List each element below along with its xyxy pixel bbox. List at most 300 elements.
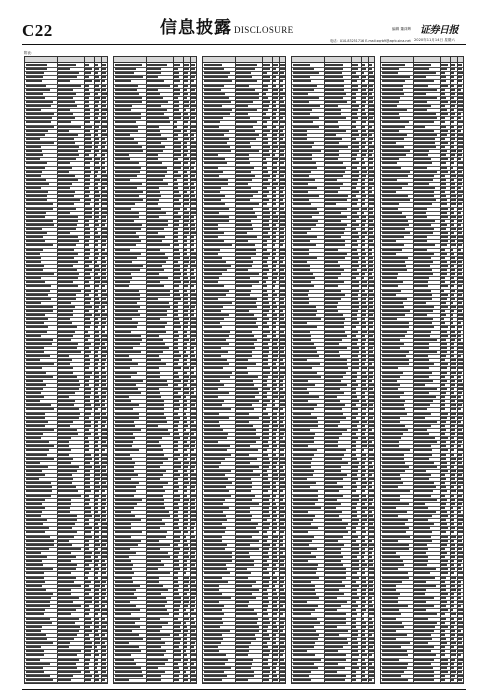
table-cell [191, 64, 194, 66]
table-cell [102, 339, 107, 341]
table-cell [451, 585, 455, 587]
table-cell [115, 367, 130, 369]
table-cell [26, 339, 53, 341]
table-cell [362, 339, 366, 341]
table-cell [26, 290, 50, 292]
table-cell [85, 318, 91, 320]
table-cell [204, 499, 225, 501]
table-cell [147, 257, 168, 259]
table-cell [115, 273, 131, 275]
table-cell [362, 228, 365, 230]
table-cell [26, 298, 51, 300]
table-cell [147, 121, 170, 123]
table-cell [458, 552, 463, 554]
table-cell [280, 199, 283, 201]
table-cell [147, 675, 161, 677]
table-cell [451, 626, 454, 628]
table-cell [280, 306, 285, 308]
table-cell [458, 589, 461, 591]
table-cell [458, 249, 461, 251]
table-cell [115, 478, 131, 480]
table-cell [191, 146, 195, 148]
table-cell [352, 667, 359, 669]
table-cell [352, 470, 358, 472]
table-cell [362, 130, 366, 132]
table-cell [293, 503, 315, 505]
table-cell [369, 314, 373, 316]
table-cell [451, 167, 454, 169]
table-cell [263, 351, 269, 353]
table-cell [26, 195, 47, 197]
table-cell [293, 507, 321, 509]
table-cell [115, 499, 142, 501]
table-cell [441, 285, 448, 287]
table-cell [58, 421, 73, 423]
table-cell [362, 191, 365, 193]
table-cell [26, 417, 45, 419]
table-cell [414, 93, 426, 95]
table-cell [191, 191, 194, 193]
table-cell [325, 601, 347, 603]
table-cell [441, 212, 447, 214]
table-cell [85, 552, 92, 554]
table-cell [273, 605, 277, 607]
table-cell [280, 253, 285, 255]
table-cell [441, 290, 445, 292]
table-cell [280, 314, 283, 316]
table-cell [191, 322, 196, 324]
table-cell [26, 458, 54, 460]
table-cell [414, 134, 437, 136]
table-cell [280, 281, 284, 283]
table-cell [458, 199, 463, 201]
table-cell [147, 618, 160, 620]
table-cell [147, 265, 162, 267]
table-cell [115, 626, 140, 628]
table-cell [26, 101, 53, 103]
table-cell [263, 183, 271, 185]
table-cell [147, 523, 165, 525]
table-cell [102, 392, 106, 394]
table-cell [382, 560, 403, 562]
table-cell [85, 609, 90, 611]
table-cell [273, 117, 276, 119]
table-cell [369, 355, 374, 357]
table-cell [58, 638, 74, 640]
table-cell [293, 97, 319, 99]
table-cell [58, 253, 78, 255]
table-cell [174, 318, 179, 320]
table-cell [362, 351, 366, 353]
table-cell [280, 121, 284, 123]
table-cell [293, 89, 314, 91]
table-cell [95, 433, 99, 435]
table-cell [58, 540, 69, 542]
table-cell [191, 519, 195, 521]
table-cell [273, 404, 276, 406]
table-cell [58, 470, 78, 472]
table-cell [451, 183, 455, 185]
table-cell [293, 253, 309, 255]
table-cell [184, 593, 187, 595]
table-cell [115, 113, 141, 115]
table-cell [58, 429, 77, 431]
table-cell [26, 470, 42, 472]
table-cell [85, 421, 91, 423]
table-cell [95, 183, 98, 185]
table-cell [273, 388, 276, 390]
table-cell [280, 441, 285, 443]
table-cell [263, 659, 269, 661]
table-cell [451, 257, 455, 259]
table-cell [382, 519, 408, 521]
table-cell [115, 482, 139, 484]
table-cell [95, 675, 99, 677]
table-cell [95, 519, 100, 521]
table-cell [204, 109, 232, 111]
table-cell [236, 290, 251, 292]
table-cell [414, 318, 433, 320]
table-cell [115, 281, 130, 283]
table-cell [382, 486, 398, 488]
table-cell [362, 482, 367, 484]
table-cell [236, 548, 259, 550]
table-cell [441, 556, 445, 558]
table-cell [414, 445, 431, 447]
table-cell [26, 76, 43, 78]
table-cell [58, 117, 75, 119]
table-cell [382, 376, 400, 378]
table-cell [441, 167, 447, 169]
table-cell [204, 654, 226, 656]
table-cell [369, 236, 374, 238]
table-cell [382, 249, 402, 251]
table-cell [280, 417, 284, 419]
table-cell [95, 568, 100, 570]
table-cell [441, 298, 447, 300]
table-cell [102, 154, 105, 156]
table-cell [458, 671, 462, 673]
table-cell [441, 466, 447, 468]
table-cell [115, 511, 131, 513]
table-cell [102, 609, 106, 611]
table-cell [273, 667, 276, 669]
table-cell [273, 482, 276, 484]
table-cell [147, 449, 163, 451]
table-cell [85, 536, 92, 538]
table-cell [85, 183, 90, 185]
table-cell [382, 380, 397, 382]
table-cell [441, 249, 445, 251]
table-cell [85, 408, 92, 410]
table-cell [102, 142, 106, 144]
table-cell [352, 577, 360, 579]
table-cell [85, 277, 91, 279]
table-cell [273, 577, 277, 579]
table-cell [441, 171, 449, 173]
table-cell [85, 376, 90, 378]
table-cell [184, 326, 189, 328]
table-cell [362, 347, 365, 349]
table-cell [280, 339, 284, 341]
table-cell [58, 277, 78, 279]
table-cell [102, 130, 105, 132]
table-cell [115, 359, 132, 361]
table-cell [184, 208, 187, 210]
table-cell [26, 474, 45, 476]
table-cell [382, 331, 407, 333]
table-cell [26, 392, 41, 394]
table-cell [293, 568, 317, 570]
table-cell [273, 466, 276, 468]
table-cell [414, 675, 435, 677]
table-cell [26, 663, 50, 665]
table-cell [451, 261, 456, 263]
table-cell [414, 285, 428, 287]
table-cell [102, 171, 106, 173]
table-cell [85, 490, 91, 492]
table-cell [325, 445, 338, 447]
table-cell [362, 511, 365, 513]
table-cell [95, 388, 98, 390]
table-cell [458, 113, 461, 115]
table-cell [263, 322, 267, 324]
table-cell [362, 302, 366, 304]
table-cell [174, 404, 181, 406]
table-cell [441, 486, 446, 488]
table-cell [115, 642, 129, 644]
table-cell [174, 72, 179, 74]
table-cell [273, 425, 278, 427]
table-cell [204, 503, 223, 505]
table-cell [458, 154, 462, 156]
table-cell [451, 560, 455, 562]
table-cell [414, 507, 428, 509]
table-cell [362, 413, 366, 415]
table-cell [263, 72, 267, 74]
table-cell [174, 367, 181, 369]
table-cell [451, 105, 455, 107]
table-cell [280, 671, 284, 673]
table-cell [26, 597, 51, 599]
table-cell [204, 380, 220, 382]
table-cell [174, 294, 180, 296]
table-cell [414, 306, 434, 308]
table-cell [382, 597, 398, 599]
table-cell [26, 277, 41, 279]
table-cell [236, 154, 250, 156]
table-cell [102, 642, 105, 644]
table-cell [441, 429, 446, 431]
table-cell [204, 618, 222, 620]
table-cell [184, 232, 189, 234]
table-cell [191, 175, 195, 177]
table-cell [362, 581, 366, 583]
table-cell [95, 224, 99, 226]
table-cell [325, 425, 338, 427]
table-cell [26, 355, 50, 357]
table-cell [147, 326, 165, 328]
table-cell [352, 507, 356, 509]
table-cell [85, 445, 89, 447]
table-cell [174, 417, 180, 419]
table-cell [95, 121, 100, 123]
table-cell [441, 454, 446, 456]
table-cell [147, 659, 168, 661]
table-cell [236, 195, 253, 197]
table-cell [147, 613, 169, 615]
table-cell [451, 359, 456, 361]
table-cell [458, 89, 461, 91]
table-cell [26, 359, 40, 361]
table-cell [204, 294, 226, 296]
table-cell [147, 396, 161, 398]
table-cell [280, 425, 283, 427]
table-cell [325, 208, 347, 210]
table-cell [362, 203, 365, 205]
table-cell [236, 138, 256, 140]
table-cell [458, 372, 462, 374]
table-cell [273, 429, 277, 431]
table-cell [191, 273, 194, 275]
table-cell [26, 109, 41, 111]
table-cell [102, 630, 107, 632]
table-cell [147, 503, 164, 505]
table-cell [147, 527, 160, 529]
table-cell [115, 249, 130, 251]
table-cell [102, 199, 107, 201]
table-cell [184, 458, 187, 460]
table-cell [58, 511, 70, 513]
table-cell [174, 208, 180, 210]
table-cell [95, 490, 99, 492]
table-cell [95, 175, 98, 177]
table-cell [191, 659, 196, 661]
table-cell [204, 195, 225, 197]
table-cell [414, 68, 429, 70]
table-cell [382, 285, 398, 287]
table-cell [115, 507, 134, 509]
table-cell [147, 220, 168, 222]
table-cell [85, 396, 90, 398]
table-cell [174, 642, 180, 644]
table-cell [441, 585, 446, 587]
table-cell [191, 236, 194, 238]
table-cell [174, 339, 178, 341]
table-cell [26, 167, 45, 169]
table-cell [451, 89, 456, 91]
table-cell [458, 618, 462, 620]
table-cell [362, 138, 365, 140]
table-cell [451, 679, 454, 681]
table-cell [414, 421, 437, 423]
table-cell [26, 556, 47, 558]
table-cell [458, 519, 462, 521]
table-cell [191, 536, 195, 538]
table-cell [263, 601, 270, 603]
table-cell [191, 437, 196, 439]
table-cell [95, 228, 98, 230]
table-cell [325, 187, 340, 189]
table-cell [184, 622, 187, 624]
table-cell [451, 495, 454, 497]
table-cell [458, 613, 462, 615]
table-cell [280, 572, 285, 574]
table-cell [273, 638, 276, 640]
table-cell [414, 548, 428, 550]
table-cell [458, 556, 462, 558]
table-cell [352, 126, 357, 128]
table-cell [280, 203, 283, 205]
table-cell [263, 552, 268, 554]
table-cell [451, 564, 454, 566]
table-cell [58, 400, 75, 402]
table-cell [441, 601, 447, 603]
table-cell [325, 298, 341, 300]
table-cell [191, 540, 195, 542]
table-cell [85, 454, 91, 456]
table-cell [236, 581, 256, 583]
table-cell [441, 236, 448, 238]
table-cell [273, 474, 278, 476]
table-cell [280, 162, 283, 164]
table-cell [441, 224, 447, 226]
table-cell [58, 322, 72, 324]
table-cell [325, 421, 340, 423]
table-cell [58, 552, 71, 554]
table-cell [184, 663, 187, 665]
table-cell [280, 556, 285, 558]
table-cell [147, 544, 170, 546]
table-cell [115, 203, 135, 205]
table-cell [280, 597, 285, 599]
table-cell [352, 466, 358, 468]
table-cell [382, 294, 396, 296]
table-cell [263, 331, 270, 333]
table-cell [263, 437, 269, 439]
table-cell [414, 384, 425, 386]
table-cell [273, 671, 276, 673]
table-cell [58, 654, 77, 656]
table-cell [362, 249, 365, 251]
table-cell [184, 429, 187, 431]
table-cell [58, 630, 79, 632]
table-cell [458, 663, 461, 665]
table-cell [369, 175, 373, 177]
table-cell [263, 146, 270, 148]
table-cell [184, 654, 187, 656]
table-cell [451, 581, 455, 583]
table-cell [293, 454, 314, 456]
table-cell [382, 667, 407, 669]
table-cell [191, 466, 195, 468]
table-cell [58, 113, 73, 115]
table-cell [102, 76, 106, 78]
table-cell [102, 318, 106, 320]
table-cell [184, 240, 187, 242]
table-cell [273, 548, 277, 550]
table-cell [184, 601, 189, 603]
table-cell [458, 167, 463, 169]
table-cell [85, 253, 90, 255]
table-cell [441, 609, 448, 611]
table-cell [147, 85, 170, 87]
table-cell [273, 277, 277, 279]
table-cell [458, 654, 461, 656]
table-cell [184, 556, 189, 558]
table-cell [102, 634, 105, 636]
table-cell [263, 544, 270, 546]
